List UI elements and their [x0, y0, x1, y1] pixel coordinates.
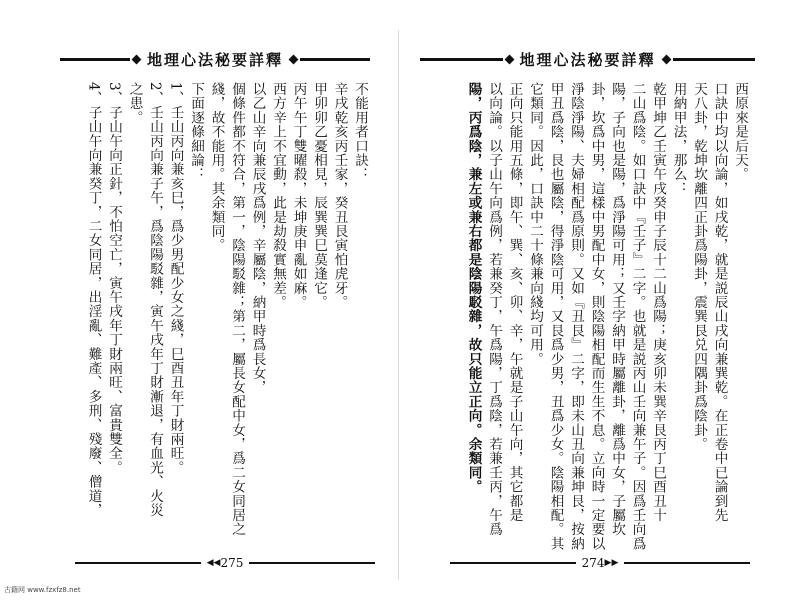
arrow-icon: ◀◀: [206, 558, 221, 568]
right-page-header: [420, 46, 755, 72]
right-page-footer: [450, 555, 750, 571]
page-number-text: 275: [220, 556, 244, 570]
right-page: [400, 0, 793, 600]
text-column: 淨陰淨陽、夫婦相配爲原則。又如『丑艮』二字，即未山丑向兼坤艮，按納: [568, 82, 584, 551]
text-column: 以乙山辛向兼辰戌爲例，辛屬陰，納甲時爲長女，: [249, 82, 266, 395]
text-column: 綫，故不能用。其余類同。: [208, 82, 225, 253]
text-column: 丙午午丁雙曜殺，未坤庚申亂如麻。: [290, 82, 307, 310]
page-number-text: 274: [581, 556, 605, 570]
text-column: 陽，丙爲陰，兼左或兼右都是陰陽駁雜，故只能立正向。余類同。: [465, 82, 482, 494]
text-column: 二山爲陰。如口訣中『壬子』二字。也就是説丙山壬向兼午子。因爲壬向爲: [629, 82, 646, 551]
left-page-text: [78, 82, 370, 552]
text-column: 1、壬山丙向兼亥巳，爲少男配少女之綫，巳酉丑年丁財兩旺。: [167, 82, 184, 475]
right-page-text: [450, 82, 750, 552]
left-page-footer: [75, 555, 375, 571]
arrow-icon: ▶▶: [604, 558, 619, 568]
text-column: 卦，坎爲中男，這樣中男配中女，則陰陽相配而生生不息。立向時一定要以: [588, 82, 605, 551]
text-column: 西原來是后天。: [732, 82, 748, 182]
text-column: 乾甲坤乙壬寅午戌癸申子辰十二山爲陽；庚亥卯未巽辛艮丙丁巳酉丑十: [650, 82, 666, 523]
text-column: 正向只能用五條，即午、巽、亥、卯、辛，午就是子山午向，其它都是: [506, 82, 523, 523]
text-column: 3、子山午向正針，不怕空亡，寅午戌年丁財兩旺、富貴雙全。: [106, 82, 122, 475]
text-column: 2、壬山丙向兼子午，爲陰陽駁雜，寅午戌年丁財漸退，有血光、火災: [147, 82, 163, 518]
text-column: 不能用者口訣：: [352, 82, 368, 182]
text-column: 辛戌乾亥丙壬家，癸丑艮寅怕虎牙。: [331, 82, 348, 310]
ornament-diamond: [504, 54, 514, 64]
ornament-diamond: [289, 54, 299, 64]
text-column: 口訣中均以向論，如戌乾，就是説辰山戌向兼巽乾。在正卷中已論到先: [711, 82, 728, 523]
text-column: 陽，子向也是陽，爲淨陽可用；又壬字納甲時屬離卦，離爲中女，子屬坎: [609, 82, 625, 537]
ornament-diamond: [661, 54, 671, 64]
text-column: 以向論。以子山午向爲例，若兼癸丁，午爲陽，丁爲陰，若兼壬丙，午爲: [486, 82, 502, 537]
watermark: 古籍网 www.fzxfz8.net: [4, 586, 81, 594]
text-column: 用納甲法，那么：: [670, 82, 687, 196]
text-column: 4、子山午向兼癸丁，二女同居，出淫亂、難產、多刑、殘廢、僧道，: [85, 82, 102, 518]
text-column: 天八卦，乾坤坎離四正卦爲陽卦，震巽艮兑四隅卦爲陰卦。: [691, 82, 707, 452]
text-column: 個條件都不符合，第一，陰陽駁雜；第二，屬長女配中女，爲二女同居之: [229, 82, 245, 537]
ornament-diamond: [132, 54, 142, 64]
text-column: 甲卯卯乙憂相見，辰巽巽巳莫逢它。: [311, 82, 327, 310]
text-column: 甲丑爲陰，艮也屬陰，得淨陰可用，又艮爲少男，丑爲少女。陰陽相配。其: [547, 82, 564, 551]
text-column: 它類同。因此，口訣中二十條兼向綫均可用。: [527, 82, 543, 366]
running-title: 地理心法秘要詳釋: [519, 50, 656, 69]
left-page-header: [60, 46, 370, 72]
page-number: [576, 556, 625, 570]
page-number: [201, 556, 250, 570]
text-column: 下面逐條細論：: [188, 82, 204, 182]
text-column: 西方辛上不宜動，此是劫殺實無差。: [270, 82, 286, 310]
text-column: 之患。: [126, 82, 143, 125]
running-title: 地理心法秘要詳釋: [147, 50, 284, 69]
